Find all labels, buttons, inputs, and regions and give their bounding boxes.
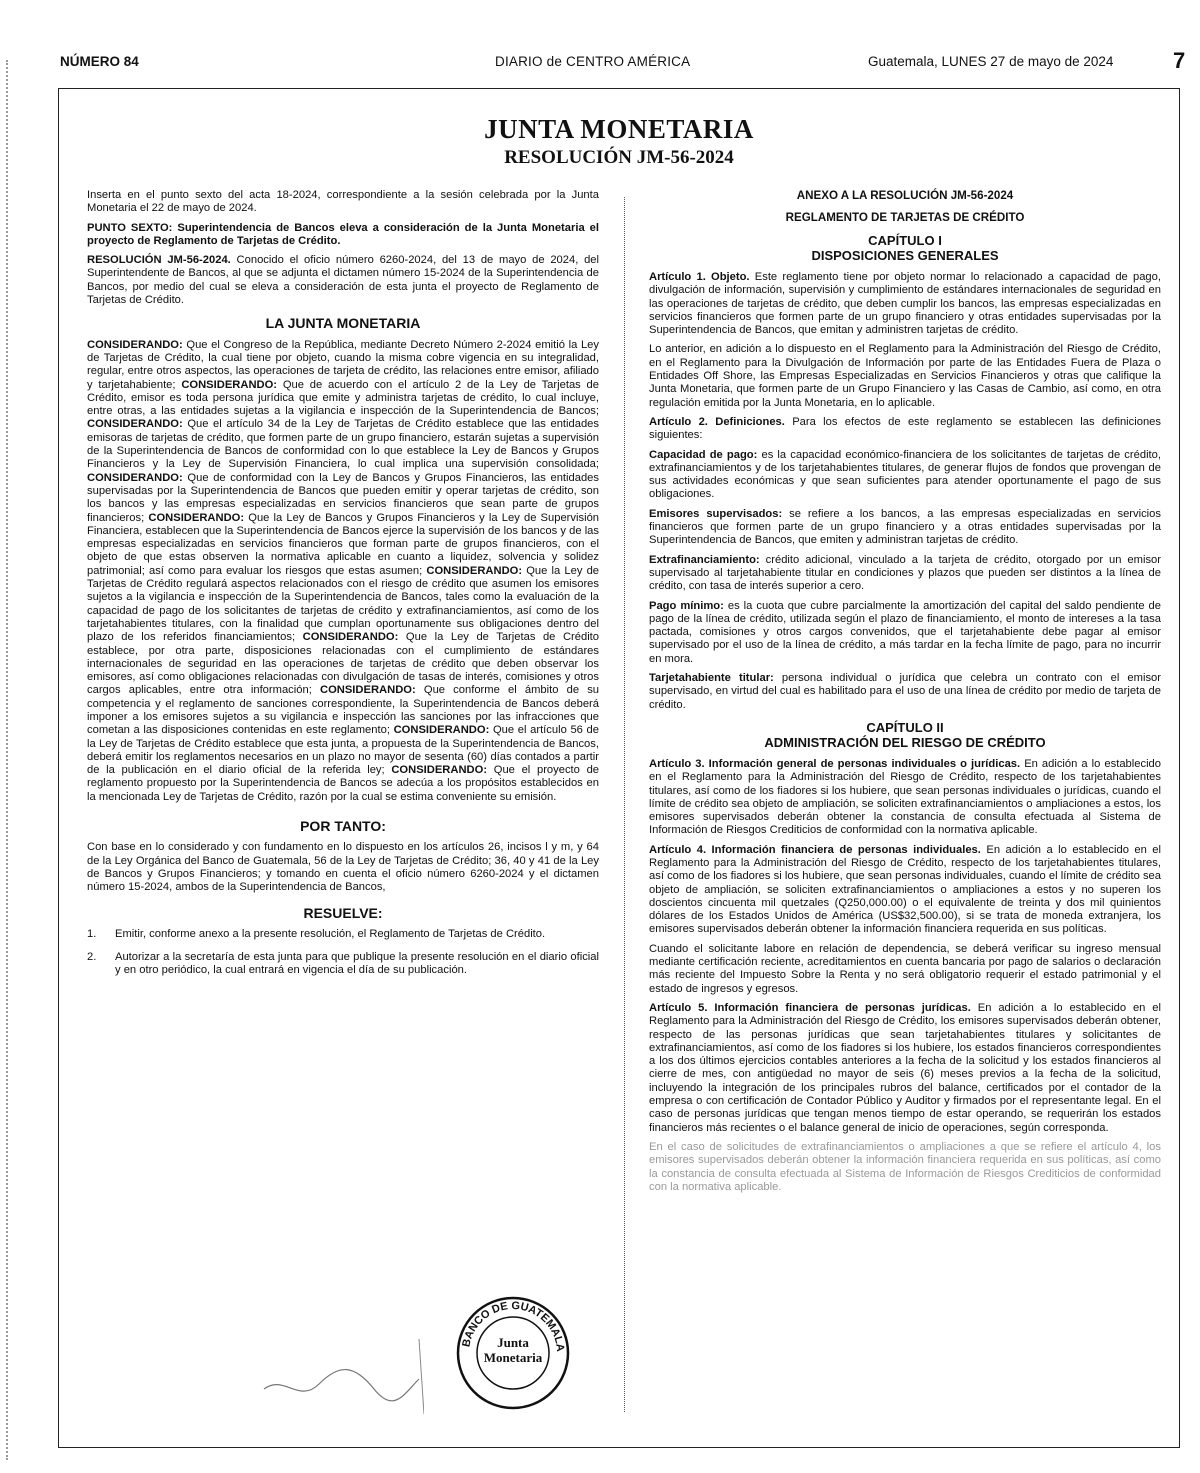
- chapter-1-heading: [649, 233, 1161, 263]
- considerando-text: Que el Congreso de la República, mediante Decreto Número 2-2024 emitió la Ley de Tarjetas de Crédito, la cual tiene por objeto, cuando la misma cobre vigencia en su integralidad, regular, entre otros aspectos, las operaciones de tarjeta de crédito, las relaciones entre emisor, afiliado y tarjetahabiente;: [87, 338, 599, 391]
- chapter-2-name: ADMINISTRACIÓN DEL RIESGO DE CRÉDITO: [764, 734, 1046, 750]
- running-head: [60, 48, 1190, 76]
- article-5: [649, 1002, 1161, 1135]
- chapter-2-number: CAPÍTULO II: [866, 719, 944, 735]
- article-5-text: En adición a lo establecido en el Reglamento para la Administración del Riesgo de Crédito, los emisores supervisados deberán obtener, respecto de las personas jurídicas que sean tarjetahabientes titulares y solicitantes de extrafinanciamientos, así como de los fiadores si los hubiere, los estados financieros correspondientes a los dos últimos ejercicios contables anteriores a la fecha de la solicitud y los estados financieros al cierre de mes, con antigüedad no mayor de seis (6) meses previos a la fecha de la solicitud, incluyendo la integración de los principales rubros del balance, certificados por el contador de la empresa o con certificación de Contador Público y Auditor y firmados por el representante legal. En el caso de personas jurídicas que tengan menos tiempo de estar operando, se requerirán los estados financieros más recientes o el balance general de inicio de operaciones, según corresponda.: [649, 1001, 1162, 1134]
- considerando-text: Que la Ley de Bancos y Grupos Financieros y la Ley de Supervisión Financiera, establecen que la Superintendencia de Bancos ejerce la supervisión de los bancos y de las empresas especializadas en servicios financieros que forman parte de grupos financieros, con el objeto de que estas observen la normativa aplicable en cuanto a liquidez, solvencia y solidez patrimonial; así como para evaluar los riesgos que estas asumen;: [87, 511, 600, 577]
- article-1-text: Este reglamento tiene por objeto normar lo relacionado a capacidad de pago, divulgación de información, supervisión y cumplimiento de estándares internacionales de seguridad en las operaciones de tarjetas de crédito, que deben cumplir los bancos, las empresas especializadas en servicios financieros que formen parte de un grupo financiero y otras entidades supervisadas por la Superintendencia de Bancos, que emitan y administren tarjetas de crédito.: [649, 271, 1161, 337]
- list-item-text: Autorizar a la secretaría de esta junta para que publique la presente resolución en el diario oficial y en otro periódico, la cual entrará en vigencia el día de su publicación.: [115, 951, 599, 977]
- regulation-title: REGLAMENTO DE TARJETAS DE CRÉDITO: [785, 211, 1025, 224]
- scan-edge-artifact: [6, 60, 12, 1460]
- definition-item: [649, 672, 1161, 712]
- list-item-text: Emitir, conforme anexo a la presente resolución, el Reglamento de Tarjetas de Crédito.: [115, 927, 546, 940]
- resuelve-heading: RESUELVE:: [303, 904, 383, 921]
- definition-text: es la capacidad económico-financiera de los solicitantes de tarjetas de crédito, extrafinanciamientos y de los tarjetahabientes titulares, de generar flujos de fondos que provengan de sus actividades económicas y que sean suficientes para atender oportunamente el pago de sus obligaciones.: [649, 448, 1161, 501]
- article-3: [649, 758, 1161, 838]
- article-2-text: Para los efectos de este reglamento se establecen las definiciones siguientes:: [649, 415, 1161, 442]
- article-5-lead: Artículo 5. Información financiera de personas jurídicas.: [649, 1001, 971, 1014]
- article-3-text: En adición a lo establecido en el Reglamento para la Administración del Riesgo de Crédito, respecto de los tarjetahabientes titulares, así como de los fiadores si los hubiere, que sean personas individuales o jurídicas, cuando el límite de crédito sea objeto de ampliación, se soliciten extrafinanciamientos o ampliaciones a estos, los emisores supervisados deberán obtener la constancia de consulta efectuada al Sistema de Información de Riesgos Crediticios de conformidad con la normativa aplicable.: [649, 757, 1162, 837]
- list-item-number: 1.: [87, 927, 97, 940]
- por-tanto-heading: POR TANTO:: [300, 818, 386, 835]
- intro-paragraph: Inserta en el punto sexto del acta 18-2024, correspondiente a la sesión celebrada por la Junta Monetaria el 22 de mayo de 2024.: [87, 189, 599, 215]
- article-2-lead: Artículo 2. Definiciones.: [649, 415, 785, 428]
- definition-item: [649, 508, 1161, 548]
- newspaper-name: DIARIO de CENTRO AMÉRICA: [495, 54, 691, 69]
- page-number: 7: [1173, 48, 1186, 73]
- definition-item: [649, 600, 1161, 666]
- list-item: [87, 951, 599, 978]
- column-divider: [624, 197, 625, 1412]
- considerando-text: Que de acuerdo con el artículo 2 de la Ley de Tarjetas de Crédito, emisor es toda persona jurídica que emite y administra tarjetas de crédito, lo cual incluye, entre otras, a las entidades sujetas a la vigilancia e inspección de la Superintendencia de Bancos;: [87, 378, 599, 418]
- resolution-text: Conocido el oficio número 6260-2024, del 13 de mayo de 2024, del Superintendente de Bancos, al que se adjunta el dictamen número 15-2024 de la Superintendencia de Bancos, por medio del cual se eleva a consideración de esta junta el proyecto de Reglamento de Tarjetas de Crédito.: [87, 254, 600, 307]
- considerando-lead: CONSIDERANDO:: [148, 511, 245, 524]
- right-column: [649, 189, 1161, 1200]
- page-title: JUNTA MONETARIA: [484, 114, 754, 144]
- chapter-1-number: CAPÍTULO I: [868, 233, 942, 248]
- seal-ring-text: BANCO DE GUATEMALA: [460, 1299, 567, 1353]
- definition-term: Extrafinanciamiento:: [649, 553, 760, 566]
- considerando-text: Que de conformidad con la Ley de Bancos y Grupos Financieros, las entidades supervisadas por la Superintendencia de Bancos que pueden emitir y operar tarjetas de crédito, son los bancos y las empresas especializadas en servicios financieros que sean parte de grupos financieros;: [87, 471, 599, 524]
- article-1-paragraph-2: Lo anterior, en adición a lo dispuesto en el Reglamento para la Administración del Riesgo de Crédito, en el Reglamento para la Divulgación de Información por parte de las Entidades Fuera de Plaza o Entidades Off Shore, las Empresas Especializadas en Servicios Financieros y otras que califique la Junta Monetaria, que formen parte de un Grupo Financiero y las Casas de Cambio, así como, en otra regulación emitida por la Junta Monetaria, en lo aplicable.: [649, 343, 1161, 409]
- seal-center-text: Junta Monetaria: [483, 1335, 543, 1365]
- definition-item: [649, 449, 1161, 502]
- article-5-paragraph-2: En el caso de solicitudes de extrafinanciamientos o ampliaciones a que se refiere el artículo 4, los emisores supervisados deberán obtener la información financiera requerida en sus políticas, así como la constancia de consulta efectuada al Sistema de Información de Riesgos Crediticios de conformidad con la normativa aplicable.: [649, 1140, 1161, 1193]
- definition-text: es la cuota que cubre parcialmente la amortización del capital del saldo pendiente de pago de la línea de crédito, utilizada según el plazo de financiamiento, el monto de intereses a la tasa pactada, comisiones y otros cargos convenidos, que el tarjetahabiente debe pagar al emisor supervisado por el uso de la línea de crédito, a más tardar en la fecha límite de pago, para no incurrir en mora.: [649, 599, 1162, 665]
- article-4-text: En adición a lo establecido en el Reglamento para la Administración del Riesgo de Crédito, respecto de los tarjetahabientes titulares, así como de los fiadores si los hubiere, que sean personas individuales, cuando el límite de crédito sea objeto de ampliación, se soliciten extrafinanciamientos o ampliaciones a estos y no superen los doscientos cincuenta mil quetzales (Q250,000.00) o el equivalente de treinta y dos mil quinientos dólares de los Estados Unidos de América (US$32,500.00), si se trata de moneda extranjera, los emisores supervisados deberán obtener la información financiera requerida en sus políticas.: [649, 843, 1162, 936]
- list-item-number: 2.: [87, 951, 97, 964]
- definition-term: Tarjetahabiente titular:: [649, 672, 774, 685]
- considerando-lead: CONSIDERANDO:: [181, 378, 278, 391]
- signature-icon: [254, 1334, 424, 1419]
- considerando-text: Que el artículo 56 de la Ley de Tarjetas de Crédito establece que esta junta, a propuesta de la Superintendencia de Bancos, deberá emitir los reglamentos necesarios en un plazo no mayor de sesenta (60) días contados a partir de la publicación en el diario oficial de la referida ley;: [87, 724, 599, 777]
- considerando-text: Que la Ley de Tarjetas de Crédito regulará aspectos relacionados con el riesgo de crédito que asumen los emisores sujetos a la vigilancia e inspección de la Superintendencia de Bancos, tales como la evaluación de la capacidad de pago de los solicitantes de tarjetas de crédito y extrafinanciamientos, así como de los tarjetahabientes titulares, con la finalidad que cumplan oportunamente sus obligaciones dentro del plazo de los referidos financiamientos;: [87, 564, 600, 644]
- annex-title: ANEXO A LA RESOLUCIÓN JM-56-2024: [796, 189, 1014, 202]
- left-column: [87, 189, 599, 988]
- punto-sexto: PUNTO SEXTO: Superintendencia de Bancos eleva a consideración de la Junta Monetaria el proyecto de Reglamento de Tarjetas de Crédito.: [87, 221, 599, 247]
- article-1-lead: Artículo 1. Objeto.: [649, 271, 750, 283]
- title-block: [59, 114, 1179, 169]
- considerando-lead: CONSIDERANDO:: [426, 564, 523, 577]
- junta-heading: LA JUNTA MONETARIA: [265, 315, 421, 332]
- article-2: [649, 416, 1161, 443]
- considerando-text: Que el artículo 34 de la Ley de Tarjetas de Crédito establece que las entidades emisoras de tarjetas de crédito, que formen parte de un grupo financiero, estarán sujetas a supervisión de la Superintendencia de Bancos de conformidad con lo que establece la Ley de Bancos y Grupos Financieros y la Ley de Supervisión Financiera, lo cual implica una supervisión consolidada;: [87, 418, 599, 471]
- considerandos-paragraph: [87, 339, 599, 804]
- considerando-text: Que conforme el ámbito de su competencia y el reglamento de sanciones correspondiente, la Superintendencia de Bancos deberá imponer a los emisores sujetos a su vigilancia e inspección las sanciones por las infracciones que cometan a las disposiciones contenidas en este reglamento;: [87, 684, 600, 737]
- chapter-2-heading: [649, 720, 1161, 750]
- definition-item: [649, 554, 1161, 594]
- definition-text: persona individual o jurídica que celebra un contrato con el emisor supervisado, en virtud del cual es habilitado para el uso de una línea de crédito por medio de tarjeta de crédito.: [649, 672, 1161, 711]
- resuelve-list: [87, 928, 599, 978]
- definition-text: crédito adicional, vinculado a la tarjeta de crédito, otorgado por un emisor supervisado al tarjetahabiente titular en condiciones y plazos que pueden ser distintos a la línea de crédito, con tasa de interés superior a cero.: [649, 553, 1162, 593]
- considerando-lead: CONSIDERANDO:: [87, 418, 183, 431]
- resolution-title: RESOLUCIÓN JM-56-2024: [504, 147, 734, 168]
- considerando-lead: CONSIDERANDO:: [319, 684, 416, 697]
- definition-text: se refiere a los bancos, a las empresas especializadas en servicios financieros que formen parte de un grupo financiero y a otras entidades supervisadas por la Superintendencia de Bancos, que emiten y administran tarjetas de crédito.: [649, 507, 1161, 547]
- chapter-1-name: DISPOSICIONES GENERALES: [811, 248, 999, 263]
- resolution-paragraph: [87, 254, 599, 307]
- bank-seal-icon: [455, 1295, 571, 1411]
- article-4-lead: Artículo 4. Información financiera de personas individuales.: [649, 843, 981, 856]
- article-4-paragraph-2: Cuando el solicitante labore en relación de dependencia, se deberá verificar su ingreso mensual mediante certificación reciente, acreditamientos en cuenta bancaria por pago de salarios o declaración más reciente del Impuesto Sobre la Renta y no será obligatorio requerir el estado patrimonial y el estado de ingresos y egresos.: [649, 942, 1161, 995]
- considerando-lead: CONSIDERANDO:: [302, 631, 399, 644]
- considerando-lead: CONSIDERANDO:: [393, 724, 490, 737]
- list-item: [87, 928, 599, 941]
- issue-date: Guatemala, LUNES 27 de mayo de 2024: [868, 54, 1114, 69]
- definition-term: Emisores supervisados:: [649, 507, 783, 520]
- article-3-lead: Artículo 3. Información general de personas individuales o jurídicas.: [649, 757, 1021, 770]
- article-frame: [58, 88, 1180, 1448]
- issue-number: NÚMERO 84: [60, 54, 139, 69]
- considerando-text: Que la Ley de Tarjetas de Crédito establece, por otra parte, disposiciones relacionadas con el cumplimiento de estándares internacionales de seguridad en las operaciones de tarjetas de crédito que deben observar los emisores, así como obligaciones relacionadas con divulgación de tasas de interés, comisiones y otros cargos aplicables, entre otra información;: [87, 631, 600, 697]
- article-1: [649, 271, 1161, 337]
- considerando-lead: CONSIDERANDO:: [87, 471, 183, 484]
- article-4: [649, 844, 1161, 937]
- definition-term: Capacidad de pago:: [649, 448, 758, 461]
- considerando-lead: CONSIDERANDO:: [391, 764, 488, 777]
- por-tanto-text: Con base en lo considerado y con fundamento en lo dispuesto en los artículos 26, incisos l y m, y 64 de la Ley Orgánica del Banco de Guatemala, 56 de la Ley de Tarjetas de Crédito; 36, 40 y 41 de la Ley de Bancos y Grupos Financieros; y tomando en cuenta el oficio número 6260-2024 y el dictamen número 15-2024, ambos de la Superintendencia de Bancos,: [87, 841, 599, 894]
- resolution-lead: RESOLUCIÓN JM-56-2024.: [87, 254, 231, 267]
- considerando-text: Que el proyecto de reglamento propuesto por la Superintendencia de Bancos se adecúa a los propósitos establecidos en la mencionada Ley de Tarjetas de Crédito, razón por la cual se estima conveniente su emisión.: [87, 764, 600, 803]
- definition-term: Pago mínimo:: [649, 599, 724, 612]
- considerando-lead: CONSIDERANDO:: [87, 338, 183, 351]
